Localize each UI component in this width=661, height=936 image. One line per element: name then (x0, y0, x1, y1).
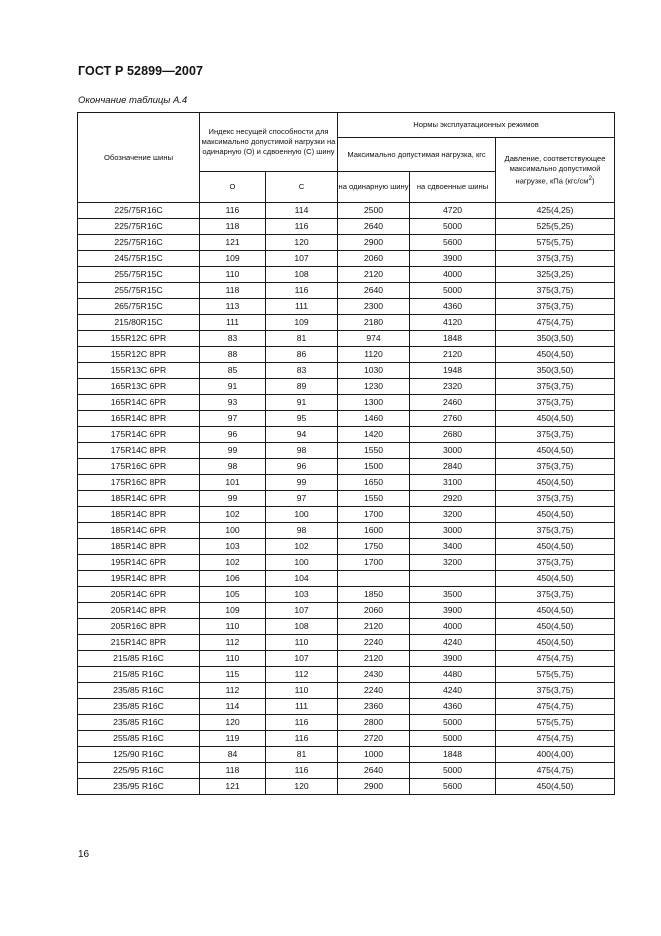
cell-pressure: 375(3,75) (496, 587, 615, 603)
cell-index-dual: 116 (266, 715, 338, 731)
cell-index-single: 98 (200, 459, 266, 475)
table-row (78, 411, 615, 427)
table-row (78, 683, 615, 699)
cell-index-single: 110 (200, 651, 266, 667)
table-row (78, 395, 615, 411)
cell-index-single: 110 (200, 267, 266, 283)
cell-pressure: 375(3,75) (496, 459, 615, 475)
table-row (78, 507, 615, 523)
cell-load-dual: 4000 (410, 619, 496, 635)
cell-index-single: 103 (200, 539, 266, 555)
cell-pressure: 375(3,75) (496, 427, 615, 443)
cell-load-single: 2240 (338, 635, 410, 651)
table-row (78, 667, 615, 683)
cell-index-dual: 112 (266, 667, 338, 683)
cell-load-dual: 4480 (410, 667, 496, 683)
table-row (78, 203, 615, 219)
cell-load-single: 1300 (338, 395, 410, 411)
cell-designation: 205R14C 8PR (78, 603, 200, 619)
cell-load-single: 1420 (338, 427, 410, 443)
cell-index-dual: 108 (266, 267, 338, 283)
cell-pressure: 400(4,00) (496, 747, 615, 763)
cell-load-dual: 3400 (410, 539, 496, 555)
header-pressure (496, 138, 615, 203)
cell-load-single: 2060 (338, 603, 410, 619)
table-row (78, 283, 615, 299)
cell-load-dual: 3000 (410, 523, 496, 539)
cell-designation: 155R12C 6PR (78, 331, 200, 347)
table-row (78, 235, 615, 251)
table-row (78, 619, 615, 635)
cell-index-dual: 109 (266, 315, 338, 331)
cell-index-dual: 86 (266, 347, 338, 363)
cell-load-dual: 5000 (410, 763, 496, 779)
cell-load-dual: 4360 (410, 699, 496, 715)
table-row (78, 763, 615, 779)
cell-index-single: 118 (200, 219, 266, 235)
cell-index-dual: 114 (266, 203, 338, 219)
table-row (78, 779, 615, 795)
cell-pressure: 475(4,75) (496, 651, 615, 667)
cell-index-dual: 116 (266, 283, 338, 299)
cell-load-single: 1030 (338, 363, 410, 379)
cell-index-single: 119 (200, 731, 266, 747)
cell-load-dual: 3200 (410, 555, 496, 571)
cell-index-single: 109 (200, 251, 266, 267)
cell-index-single: 115 (200, 667, 266, 683)
cell-pressure: 425(4,25) (496, 203, 615, 219)
cell-index-dual: 110 (266, 635, 338, 651)
cell-index-dual: 98 (266, 523, 338, 539)
cell-index-single: 120 (200, 715, 266, 731)
cell-load-single: 2800 (338, 715, 410, 731)
cell-designation: 165R14C 8PR (78, 411, 200, 427)
cell-index-dual: 100 (266, 507, 338, 523)
cell-designation: 205R14C 6PR (78, 587, 200, 603)
cell-pressure: 450(4,50) (496, 635, 615, 651)
header-norms: Нормы эксплуатационных режимов (338, 113, 615, 138)
cell-pressure: 450(4,50) (496, 347, 615, 363)
cell-pressure: 450(4,50) (496, 475, 615, 491)
cell-load-single: 1500 (338, 459, 410, 475)
cell-index-dual: 111 (266, 699, 338, 715)
table-caption: Окончание таблицы А.4 (78, 95, 188, 106)
header-pressure-text: Давление, соответствующее максимально допустимой нагрузке, кПа (кгс/см (504, 153, 606, 186)
cell-index-dual: 99 (266, 475, 338, 491)
header-load-dual: на сдвоенные шины (410, 172, 496, 203)
cell-designation: 175R16C 6PR (78, 459, 200, 475)
cell-index-single: 118 (200, 763, 266, 779)
cell-designation: 215/80R15C (78, 315, 200, 331)
cell-load-single: 974 (338, 331, 410, 347)
cell-pressure: 450(4,50) (496, 539, 615, 555)
cell-load-dual: 1848 (410, 747, 496, 763)
cell-designation: 215/85 R16C (78, 651, 200, 667)
cell-index-dual: 89 (266, 379, 338, 395)
page-number: 16 (78, 849, 90, 860)
cell-pressure: 350(3,50) (496, 363, 615, 379)
cell-load-single: 2240 (338, 683, 410, 699)
table-row (78, 587, 615, 603)
cell-pressure: 325(3,25) (496, 267, 615, 283)
cell-index-single: 102 (200, 555, 266, 571)
cell-load-dual: 1848 (410, 331, 496, 347)
table-row (78, 331, 615, 347)
table-row (78, 651, 615, 667)
cell-index-single: 88 (200, 347, 266, 363)
cell-index-single: 99 (200, 443, 266, 459)
table-header (78, 113, 615, 203)
cell-index-single: 99 (200, 491, 266, 507)
cell-index-single: 96 (200, 427, 266, 443)
cell-load-single: 2180 (338, 315, 410, 331)
cell-load-dual: 3900 (410, 603, 496, 619)
table-row (78, 315, 615, 331)
cell-load-single: 1700 (338, 555, 410, 571)
cell-index-dual: 98 (266, 443, 338, 459)
header-load-single: на одинарную шину (338, 172, 410, 203)
cell-load-dual: 5000 (410, 715, 496, 731)
cell-designation: 155R13C 6PR (78, 363, 200, 379)
cell-pressure: 525(5,25) (496, 219, 615, 235)
cell-designation: 185R14C 8PR (78, 507, 200, 523)
cell-designation: 165R14C 6PR (78, 395, 200, 411)
cell-pressure: 450(4,50) (496, 779, 615, 795)
cell-pressure: 375(3,75) (496, 555, 615, 571)
cell-index-single: 101 (200, 475, 266, 491)
table-row (78, 251, 615, 267)
cell-load-dual: 2120 (410, 347, 496, 363)
header-pressure-sup: 2 (588, 174, 592, 182)
cell-load-dual: 5000 (410, 283, 496, 299)
cell-load-dual: 2680 (410, 427, 496, 443)
cell-load-single: 2640 (338, 763, 410, 779)
cell-index-dual: 111 (266, 299, 338, 315)
cell-index-single: 102 (200, 507, 266, 523)
cell-index-dual: 116 (266, 763, 338, 779)
cell-index-dual: 120 (266, 779, 338, 795)
cell-designation: 235/85 R16C (78, 715, 200, 731)
table-body (78, 203, 615, 795)
table-row (78, 459, 615, 475)
table-row (78, 539, 615, 555)
cell-load-dual: 3900 (410, 651, 496, 667)
cell-index-dual: 107 (266, 651, 338, 667)
cell-load-single: 2500 (338, 203, 410, 219)
cell-pressure: 450(4,50) (496, 571, 615, 587)
cell-load-single: 1700 (338, 507, 410, 523)
cell-load-single: 1460 (338, 411, 410, 427)
cell-pressure: 475(4,75) (496, 699, 615, 715)
cell-pressure: 350(3,50) (496, 331, 615, 347)
cell-pressure: 450(4,50) (496, 411, 615, 427)
cell-pressure: 375(3,75) (496, 395, 615, 411)
cell-index-dual: 116 (266, 219, 338, 235)
cell-pressure: 450(4,50) (496, 619, 615, 635)
cell-index-dual: 97 (266, 491, 338, 507)
header-designation: Обозначение шины (78, 113, 200, 203)
cell-index-single: 109 (200, 603, 266, 619)
cell-load-single: 1750 (338, 539, 410, 555)
cell-pressure: 450(4,50) (496, 443, 615, 459)
cell-load-dual: 3100 (410, 475, 496, 491)
table-row (78, 491, 615, 507)
cell-index-single: 83 (200, 331, 266, 347)
cell-designation: 255/75R15C (78, 267, 200, 283)
cell-load-single: 2720 (338, 731, 410, 747)
cell-load-single: 2640 (338, 219, 410, 235)
cell-load-single: 2120 (338, 651, 410, 667)
table-row (78, 347, 615, 363)
cell-designation: 175R16C 8PR (78, 475, 200, 491)
table-row (78, 635, 615, 651)
cell-pressure: 375(3,75) (496, 251, 615, 267)
cell-load-dual: 4360 (410, 299, 496, 315)
cell-designation: 235/85 R16C (78, 699, 200, 715)
table-row (78, 731, 615, 747)
tire-load-table (77, 112, 615, 795)
cell-designation: 185R14C 6PR (78, 491, 200, 507)
cell-index-dual: 103 (266, 587, 338, 603)
cell-pressure: 375(3,75) (496, 491, 615, 507)
cell-index-single: 113 (200, 299, 266, 315)
cell-designation: 185R14C 8PR (78, 539, 200, 555)
cell-pressure: 475(4,75) (496, 731, 615, 747)
cell-load-single: 2640 (338, 283, 410, 299)
cell-load-dual: 3500 (410, 587, 496, 603)
cell-designation: 155R12C 8PR (78, 347, 200, 363)
cell-designation: 225/75R16C (78, 203, 200, 219)
document-header: ГОСТ Р 52899—2007 (78, 64, 204, 78)
cell-index-single: 85 (200, 363, 266, 379)
cell-designation: 195R14C 6PR (78, 555, 200, 571)
cell-load-dual (410, 571, 496, 587)
cell-load-dual: 2460 (410, 395, 496, 411)
cell-index-dual: 108 (266, 619, 338, 635)
cell-index-dual: 116 (266, 731, 338, 747)
cell-designation: 215R14C 8PR (78, 635, 200, 651)
cell-index-single: 121 (200, 779, 266, 795)
cell-index-single: 114 (200, 699, 266, 715)
table-row (78, 747, 615, 763)
cell-load-dual: 2320 (410, 379, 496, 395)
cell-load-dual: 3000 (410, 443, 496, 459)
cell-index-single: 112 (200, 635, 266, 651)
cell-index-dual: 81 (266, 331, 338, 347)
cell-designation: 165R13C 6PR (78, 379, 200, 395)
cell-pressure: 375(3,75) (496, 283, 615, 299)
header-index-single: О (200, 172, 266, 203)
cell-load-dual: 4120 (410, 315, 496, 331)
table-row (78, 475, 615, 491)
cell-load-single: 1850 (338, 587, 410, 603)
cell-pressure: 575(5,75) (496, 667, 615, 683)
header-load-index: Индекс несущей способности для максимально допустимой нагрузки на одинарную (О) и сдвоенную (С) шину (200, 113, 338, 172)
cell-index-single: 93 (200, 395, 266, 411)
cell-designation: 265/75R15C (78, 299, 200, 315)
cell-pressure: 375(3,75) (496, 379, 615, 395)
table-row (78, 571, 615, 587)
cell-load-single: 1600 (338, 523, 410, 539)
table-row (78, 603, 615, 619)
cell-load-dual: 4240 (410, 635, 496, 651)
cell-index-single: 106 (200, 571, 266, 587)
table-row (78, 427, 615, 443)
cell-load-dual: 2840 (410, 459, 496, 475)
cell-index-single: 110 (200, 619, 266, 635)
table-row (78, 299, 615, 315)
cell-load-dual: 3900 (410, 251, 496, 267)
cell-pressure: 450(4,50) (496, 507, 615, 523)
cell-designation: 215/85 R16C (78, 667, 200, 683)
cell-designation: 175R14C 6PR (78, 427, 200, 443)
cell-load-single: 1650 (338, 475, 410, 491)
table-row (78, 523, 615, 539)
cell-index-dual: 96 (266, 459, 338, 475)
cell-load-single: 2900 (338, 779, 410, 795)
cell-index-dual: 100 (266, 555, 338, 571)
cell-load-dual: 3200 (410, 507, 496, 523)
cell-designation: 235/85 R16C (78, 683, 200, 699)
cell-load-dual: 5600 (410, 779, 496, 795)
cell-load-single: 1550 (338, 491, 410, 507)
cell-load-dual: 2760 (410, 411, 496, 427)
cell-designation: 185R14C 6PR (78, 523, 200, 539)
cell-index-dual: 95 (266, 411, 338, 427)
cell-index-single: 91 (200, 379, 266, 395)
cell-index-dual: 81 (266, 747, 338, 763)
table-row (78, 443, 615, 459)
cell-pressure: 375(3,75) (496, 523, 615, 539)
table-row (78, 267, 615, 283)
header-max-load: Максимально допустимая нагрузка, кгс (338, 138, 496, 172)
cell-index-dual: 102 (266, 539, 338, 555)
cell-designation: 235/95 R16C (78, 779, 200, 795)
cell-designation: 245/75R15C (78, 251, 200, 267)
cell-designation: 225/75R16C (78, 219, 200, 235)
cell-load-single: 1120 (338, 347, 410, 363)
cell-index-dual: 91 (266, 395, 338, 411)
cell-designation: 255/85 R16C (78, 731, 200, 747)
cell-load-single: 2120 (338, 267, 410, 283)
cell-load-dual: 1948 (410, 363, 496, 379)
cell-load-dual: 4000 (410, 267, 496, 283)
cell-pressure: 575(5,75) (496, 715, 615, 731)
table-row (78, 699, 615, 715)
cell-load-single (338, 571, 410, 587)
header-pressure-close: ) (592, 176, 595, 186)
cell-index-dual: 94 (266, 427, 338, 443)
cell-load-single: 2120 (338, 619, 410, 635)
cell-pressure: 375(3,75) (496, 299, 615, 315)
cell-index-dual: 107 (266, 603, 338, 619)
cell-index-single: 84 (200, 747, 266, 763)
cell-index-single: 100 (200, 523, 266, 539)
cell-load-dual: 5000 (410, 731, 496, 747)
cell-load-single: 2360 (338, 699, 410, 715)
cell-index-dual: 107 (266, 251, 338, 267)
table-row (78, 219, 615, 235)
cell-pressure: 450(4,50) (496, 603, 615, 619)
cell-load-dual: 2920 (410, 491, 496, 507)
cell-index-dual: 110 (266, 683, 338, 699)
cell-index-dual: 120 (266, 235, 338, 251)
cell-index-single: 111 (200, 315, 266, 331)
cell-index-single: 105 (200, 587, 266, 603)
cell-index-single: 97 (200, 411, 266, 427)
cell-load-single: 1230 (338, 379, 410, 395)
cell-index-dual: 83 (266, 363, 338, 379)
cell-index-single: 118 (200, 283, 266, 299)
table-row (78, 379, 615, 395)
cell-designation: 255/75R15C (78, 283, 200, 299)
cell-designation: 125/90 R16C (78, 747, 200, 763)
cell-load-single: 2060 (338, 251, 410, 267)
header-index-dual: С (266, 172, 338, 203)
cell-load-single: 2300 (338, 299, 410, 315)
table-row (78, 555, 615, 571)
cell-pressure: 475(4,75) (496, 763, 615, 779)
cell-designation: 205R16C 8PR (78, 619, 200, 635)
cell-load-dual: 5000 (410, 219, 496, 235)
cell-load-dual: 4720 (410, 203, 496, 219)
cell-load-single: 1000 (338, 747, 410, 763)
cell-load-dual: 5600 (410, 235, 496, 251)
table-row (78, 715, 615, 731)
cell-designation: 225/75R16C (78, 235, 200, 251)
cell-index-single: 121 (200, 235, 266, 251)
table-row (78, 363, 615, 379)
cell-designation: 175R14C 8PR (78, 443, 200, 459)
cell-index-single: 112 (200, 683, 266, 699)
cell-pressure: 575(5,75) (496, 235, 615, 251)
cell-designation: 225/95 R16C (78, 763, 200, 779)
cell-index-dual: 104 (266, 571, 338, 587)
cell-load-single: 2900 (338, 235, 410, 251)
cell-load-dual: 4240 (410, 683, 496, 699)
cell-designation: 195R14C 8PR (78, 571, 200, 587)
cell-index-single: 116 (200, 203, 266, 219)
cell-load-single: 2430 (338, 667, 410, 683)
cell-pressure: 375(3,75) (496, 683, 615, 699)
cell-load-single: 1550 (338, 443, 410, 459)
cell-pressure: 475(4,75) (496, 315, 615, 331)
